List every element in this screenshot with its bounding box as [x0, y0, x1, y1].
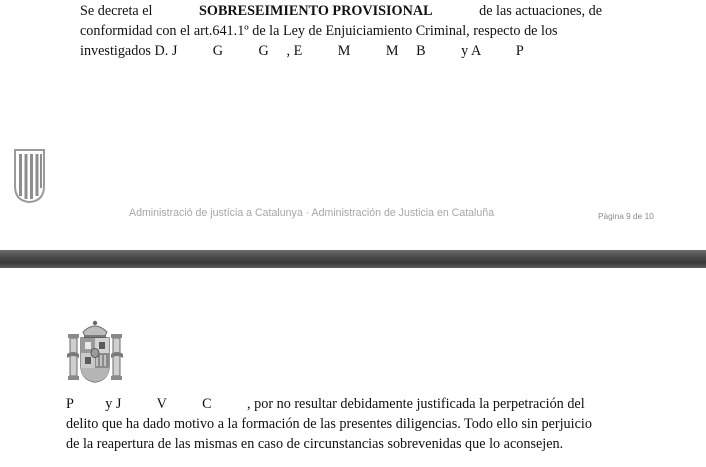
page-number: Pàgina 9 de 10	[598, 211, 654, 221]
footer-institution-text: Administració de justícia a Catalunya · Administración de Justicia en Cataluña	[129, 207, 495, 219]
paragraph-line-3: de la reapertura de las mismas en caso de circunstancias sobrevenidas que lo aconsejen.	[66, 436, 564, 452]
paragraph-line-2: delito que ha dado motivo a la formación de las presentes diligencias. Todo ello sin perjuicio	[66, 416, 592, 432]
paragraph-line-3: investigados D. J G G , E M M B y A P	[80, 43, 524, 59]
paragraph-line-1: P y J V C , por no resultar debidamente justificada la perpetración del	[66, 396, 585, 412]
decree-paragraph-upper	[80, 1, 602, 61]
decree-paragraph-lower	[66, 394, 604, 454]
text-segment: de las actuaciones, de	[475, 3, 602, 19]
page-separator	[0, 250, 706, 268]
text-segment: Se decreta el	[80, 3, 157, 19]
paragraph-line-1	[80, 1, 602, 21]
paragraph-line-2: conformidad con el art.641.1º de la Ley de Enjuiciamiento Criminal, respecto de los	[80, 23, 558, 39]
spain-coat-of-arms-icon	[66, 318, 124, 386]
catalonia-coat-of-arms-icon	[13, 148, 46, 204]
sobreseimiento-provisional-bold: SOBRESEIMIENTO PROVISIONAL	[199, 3, 433, 19]
